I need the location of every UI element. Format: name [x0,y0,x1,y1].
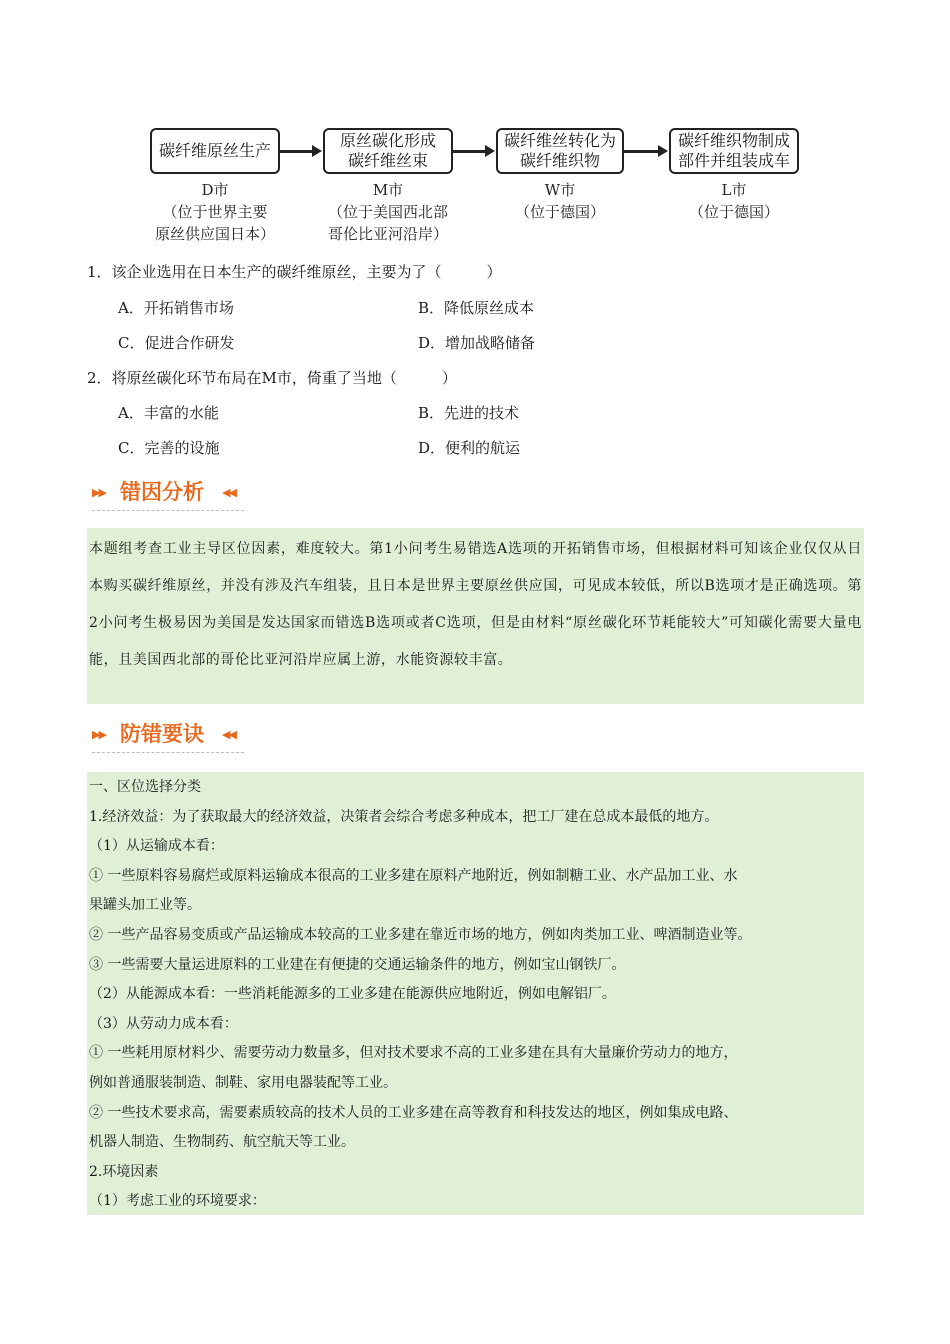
flow-box-4-text: 碳纤维织物制成 部件并组装成车 [677,131,790,170]
question-1-option-d: D．增加战略储备 [418,334,536,352]
flow-box-1-text: 碳纤维原丝生产 [158,141,271,160]
left-triangles-icon: ◀◀ [222,728,235,741]
tips-line: ② 一些产品容易变质或产品运输成本较高的工业多建在靠近市场的地方，例如肉类加工业、啤酒制造业等。 [89,926,752,943]
tips-line: （3）从劳动力成本看： [89,1015,238,1032]
question-2-option-d: D．便利的航运 [418,439,521,457]
right-triangles-icon: ▶▶ [92,486,105,499]
question-2-stem: 2．将原丝碳化环节布局在M市，倚重了当地（ ） [87,369,457,387]
flow-box-3-text: 碳纤维丝转化为 碳纤维织物 [503,131,616,170]
section-title-prevention-tips: 防错要诀 [120,722,204,746]
section-title-error-analysis: 错因分析 [120,480,204,504]
flow-box-2 [323,128,453,174]
tips-line: 1.经济效益：为了获取最大的经济效益，决策者会综合考虑多种成本，把工厂建在总成本最低的地方。 [89,808,719,825]
tips-line: 一、区位选择分类 [89,779,201,795]
tips-line: ① 一些原料容易腐烂或原料运输成本很高的工业多建在原料产地附近，例如制糖工业、水产品加工业、水 [89,867,738,884]
flow-arrow-2 [453,150,487,153]
tips-line: ① 一些耗用原材料少、需要劳动力数量多，但对技术要求不高的工业多建在具有大量廉价劳动力的地方， [89,1045,738,1062]
flow-box-1 [150,128,280,174]
industry-chain-diagram [150,128,810,248]
tips-line: （2）从能源成本看：一些消耗能源多的工业多建在能源供应地附近，例如电解铝厂。 [89,986,616,1003]
flow-label-d: D市 （位于世界主要 原丝供应国日本） [154,181,275,243]
section-header-error-analysis [92,476,244,511]
tips-line: 机器人制造、生物制药、航空航天等工业。 [89,1134,355,1151]
flow-label-m: M市 （位于美国西北部 哥伦比亚河沿岸） [327,181,448,243]
question-2-option-b: B．先进的技术 [418,404,520,422]
flow-box-2-text: 原丝碳化形成 碳纤维丝束 [339,131,436,170]
flow-arrow-3 [624,150,660,153]
question-1-option-b: B．降低原丝成本 [418,299,535,317]
tips-line: （1）考虑工业的环境要求： [89,1193,266,1210]
tips-line: 例如普通服装制造、制鞋、家用电器装配等工业。 [89,1074,397,1091]
tips-line: ③ 一些需要大量运进原料的工业建在有便捷的交通运输条件的地方，例如宝山钢铁厂。 [89,956,626,973]
analysis-text: 本题组考查工业主导区位因素，难度较大。第1小问考生易错选A选项的开拓销售市场，但根据材料可知该企业仅仅从日本购买碳纤维原丝，并没有涉及汽车组装，且日本是世界主要原丝供应国，可见成本较低，所以B选项才是正确选项。第2小问考生极易因为美国是发达国家而错选B选项或者C选项，但是由材料“原丝碳化环节耗能较大”可知碳化需要大量电能，且美国西北部的哥伦比亚河沿岸应属上游，水能资源较丰富。 [89,541,862,668]
left-triangles-icon: ◀◀ [222,486,235,499]
tips-line: 2.环境因素 [89,1163,159,1180]
flow-box-4 [669,128,799,174]
flow-label-l: L市 （位于德国） [688,181,779,221]
tips-line: ② 一些技术要求高，需要素质较高的技术人员的工业多建在高等教育和科技发达的地区，例如集成电路、 [89,1104,738,1121]
analysis-panel [87,528,864,704]
right-triangles-icon: ▶▶ [92,728,105,741]
section-header-prevention-tips [92,718,244,753]
question-1-option-c: C．促进合作研发 [118,334,235,352]
tips-line: 果罐头加工业等。 [89,897,201,914]
question-2-option-a: A．丰富的水能 [118,404,219,422]
tips-panel [87,772,864,1215]
flow-label-w: W市 （位于德国） [514,181,605,221]
question-1-option-a: A．开拓销售市场 [118,299,234,317]
question-2-option-c: C．完善的设施 [118,439,220,457]
flow-box-3 [496,128,624,174]
question-1-stem: 1．该企业选用在日本生产的碳纤维原丝，主要为了（ ） [87,263,502,281]
tips-line: （1）从运输成本看： [89,838,224,855]
flow-arrow-1 [280,150,314,153]
